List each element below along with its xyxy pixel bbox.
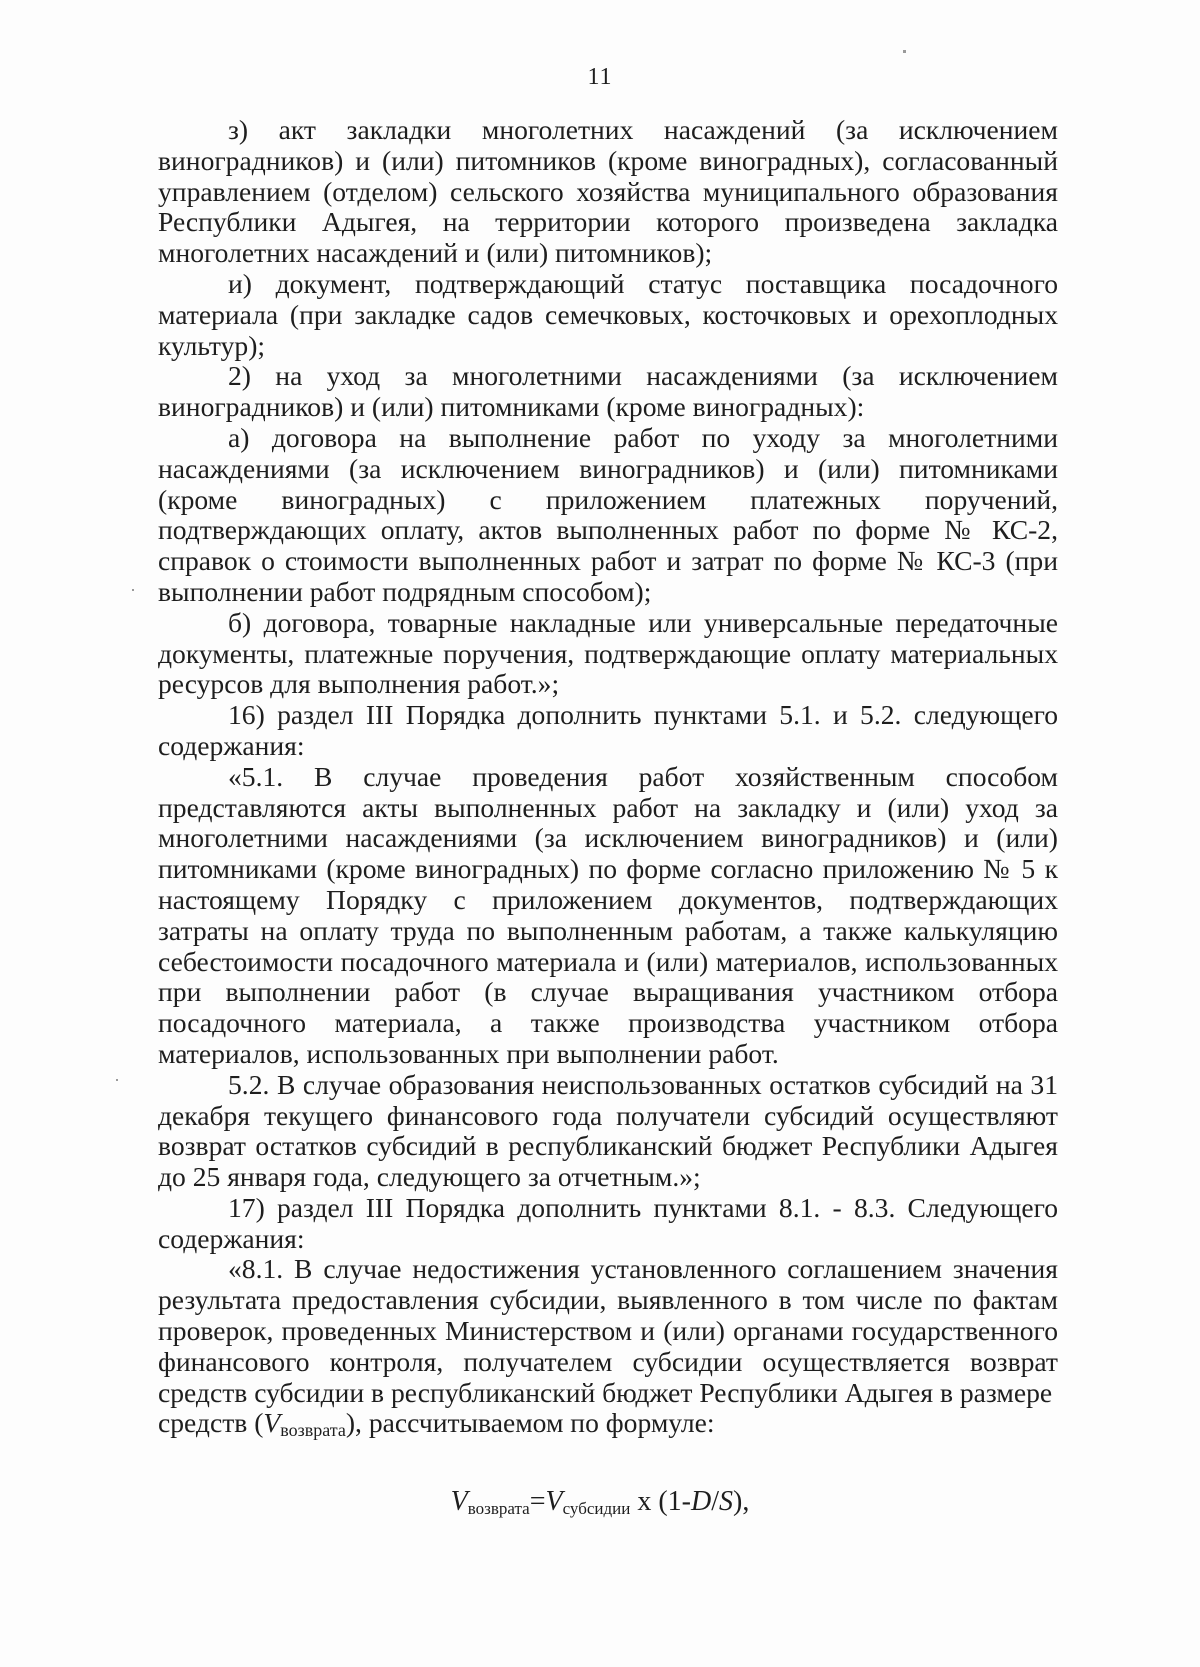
formula-var-v-subsidy: V [545,1486,563,1517]
scan-speck [903,50,906,53]
formula-slash: / [711,1486,720,1517]
formula-equals: = [529,1486,546,1517]
paragraph-item-2: 2) на уход за многолетними насаждениями (за исключением виноградников) и (или) питомниками (кроме виноградных): [158,360,1058,423]
paragraph-formula-intro [158,1408,1058,1446]
scan-speck [132,589,134,591]
scan-speck [116,1079,118,1081]
paragraph-item-b: б) договора, товарные накладные или универсальные передаточные документы, платежные поручения, подтверждающие оплату материальных ресурсов для выполнения работ.»; [158,606,1058,700]
paragraph-item-z: з) акт закладки многолетних насаждений (за исключением виноградников) и (или) питомников (кроме виноградных), согласованный управлением (отделом) сельского хозяйства муниципального образования Республики Адыгея, на территории которого произведена закладка многолетних насаждений и (или) питомников); [158,114,1058,269]
formula-intro-subscript: возврата [280,1420,346,1441]
paragraph-item-17: 17) раздел III Порядка дополнить пунктами 8.1. - 8.3. Следующего содержания: [158,1191,1058,1254]
formula-var-d: D [691,1486,712,1517]
formula-sub-subsidy: субсидии [562,1499,631,1518]
formula-sub-return: возврата [467,1499,530,1518]
formula-intro-prefix: средств ( [158,1407,264,1439]
formula-times: x (1- [630,1486,691,1517]
paragraph-item-i: и) документ, подтверждающий статус поставщика посадочного материала (при закладке садов семечковых, косточковых и орехоплодных культур); [158,267,1058,361]
return-formula [0,1485,1200,1526]
paragraph-point-5-2: 5.2. В случае образования неиспользованных остатков субсидий на 31 декабря текущего финансового года получатели субсидий осуществляют возврат остатков субсидий в республиканский бюджет Республики Адыгея до 25 января года, следующего за отчетным.»; [158,1068,1058,1193]
page-number: 11 [587,64,613,90]
formula-intro-variable: V [263,1407,281,1439]
formula-var-v-return: V [450,1486,468,1517]
document-body [158,115,1058,1446]
formula-intro-suffix: ), рассчитываемом по формуле: [345,1407,715,1439]
paragraph-point-8-1: «8.1. В случае недостижения установленного соглашением значения результата предоставления субсидии, выявленного в том числе по фактам проверок, проведенных Министерством и (или) органами государственного финансового контроля, получателем субсидии осуществляется возврат средств субсидии в республиканский бюджет Республики Адыгея в размере [158,1253,1058,1408]
paragraph-item-16: 16) раздел III Порядка дополнить пунктами 5.1. и 5.2. следующего содержания: [158,699,1058,761]
formula-var-s: S [719,1486,734,1517]
formula-end: ), [733,1486,750,1517]
paragraph-item-a: а) договора на выполнение работ по уходу за многолетними насаждениями (за исключением виноградников) и (или) питомниками (кроме виноградных) с приложением платежных поручений, подтверждающих оплату, актов выполненных работ по форме № КС-2, справок о стоимости выполненных работ и затрат по форме № КС-3 (при выполнении работ подрядным способом); [158,421,1058,607]
paragraph-point-5-1: «5.1. В случае проведения работ хозяйственным способом представляются акты выполненных работ на закладку и (или) уход за многолетними насаждениями (за исключением виноградников) и (или) питомниками (кроме виноградных) по форме согласно приложению № 5 к настоящему Порядку с приложением документов, подтверждающих затраты на оплату труда по выполненным работам, а также калькуляцию себестоимости посадочного материала и (или) материалов, использованных при выполнении работ (в случае выращивания участником отбора посадочного материала, а также производства участником отбора материалов, использованных при выполнении работ. [158,760,1058,1069]
